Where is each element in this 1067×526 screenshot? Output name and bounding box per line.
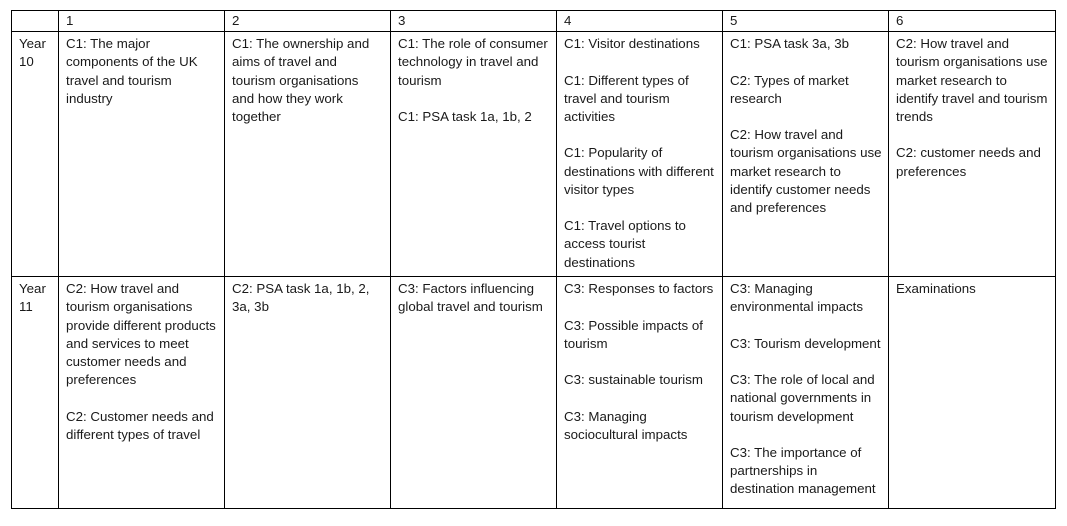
cell-paragraph: Examinations xyxy=(896,281,976,297)
curriculum-table xyxy=(11,10,1056,509)
cell-paragraph: C1: PSA task 3a, 3b xyxy=(730,36,850,52)
cell-paragraphs xyxy=(232,280,384,316)
cell-paragraph: C2: How travel and tourism organisations use market research to identify customer needs and preferences xyxy=(730,127,882,215)
cell-paragraphs xyxy=(232,35,384,126)
content-cell xyxy=(225,277,391,509)
header-row xyxy=(12,11,1056,32)
cell-paragraphs xyxy=(896,35,1049,181)
cell-paragraphs xyxy=(66,280,218,444)
cell-paragraph: C3: Responses to factors xyxy=(564,281,714,297)
header-cell-term-5: 5 xyxy=(723,11,889,32)
cell-paragraphs xyxy=(896,280,1049,298)
header-cell-term-4: 4 xyxy=(557,11,723,32)
cell-paragraph: C2: How travel and tourism organisations use market research to identify travel and tourism trends xyxy=(896,36,1048,125)
content-cell xyxy=(557,277,723,509)
content-cell xyxy=(391,277,557,509)
table-row xyxy=(12,277,1056,509)
cell-paragraphs xyxy=(564,280,716,444)
content-cell xyxy=(557,32,723,277)
cell-paragraph: C3: The importance of partnerships in destination management xyxy=(730,444,876,497)
cell-paragraph: C2: Types of market research xyxy=(730,72,849,106)
table-row xyxy=(12,32,1056,277)
cell-paragraph: C1: The major components of the UK travel and tourism industry xyxy=(66,36,198,106)
content-cell xyxy=(723,277,889,509)
cell-paragraph: C1: PSA task 1a, 1b, 2 xyxy=(398,109,532,124)
cell-paragraph: C2: customer needs and preferences xyxy=(896,145,1041,179)
cell-paragraph: C1: Visitor destinations xyxy=(564,36,700,52)
cell-paragraph: C3: Managing environmental impacts xyxy=(730,281,864,315)
cell-paragraph: C3: Managing sociocultural impacts xyxy=(564,408,688,442)
cell-paragraph: C1: Different types of travel and tourism activities xyxy=(564,72,689,124)
content-cell xyxy=(225,32,391,277)
cell-paragraph: C1: The ownership and aims of travel and tourism organisations and how they work together xyxy=(232,36,370,125)
cell-paragraphs xyxy=(398,280,550,316)
cell-paragraph: C3: Tourism development xyxy=(730,335,881,351)
cell-paragraphs xyxy=(564,35,716,272)
cell-paragraph: C2: PSA task 1a, 1b, 2, 3a, 3b xyxy=(232,281,370,315)
cell-paragraphs xyxy=(730,280,882,498)
content-cell xyxy=(59,32,225,277)
table-body xyxy=(12,32,1056,509)
cell-paragraph: C1: The role of consumer technology in travel and tourism xyxy=(398,36,548,88)
cell-paragraph: C1: Popularity of destinations with different visitor types xyxy=(564,145,714,197)
header-cell-term-1: 1 xyxy=(59,11,225,32)
header-cell-term-3: 3 xyxy=(391,11,557,32)
cell-paragraph: C3: Factors influencing global travel and tourism xyxy=(398,281,543,315)
header-cell-corner xyxy=(12,11,59,32)
cell-paragraph: C3: sustainable tourism xyxy=(564,372,703,388)
header-cell-term-6: 6 xyxy=(889,11,1056,32)
year-label-cell: Year 10 xyxy=(12,32,59,277)
cell-paragraph: C3: Possible impacts of tourism xyxy=(564,317,703,351)
table-header xyxy=(12,11,1056,32)
content-cell xyxy=(889,32,1056,277)
cell-paragraphs xyxy=(66,35,218,108)
header-cell-term-2: 2 xyxy=(225,11,391,32)
content-cell xyxy=(59,277,225,509)
content-cell xyxy=(889,277,1056,509)
cell-paragraphs xyxy=(398,35,550,126)
cell-paragraph: C1: Travel options to access tourist destinations xyxy=(564,218,686,270)
cell-paragraph: C3: The role of local and national governments in tourism development xyxy=(730,372,875,424)
content-cell xyxy=(391,32,557,277)
cell-paragraph: C2: Customer needs and different types of travel xyxy=(66,408,214,442)
year-label-cell: Year 11 xyxy=(12,277,59,509)
content-cell xyxy=(723,32,889,277)
cell-paragraph: C2: How travel and tourism organisations provide different products and services to meet customer needs and preferences xyxy=(66,281,216,388)
cell-paragraphs xyxy=(730,35,882,217)
